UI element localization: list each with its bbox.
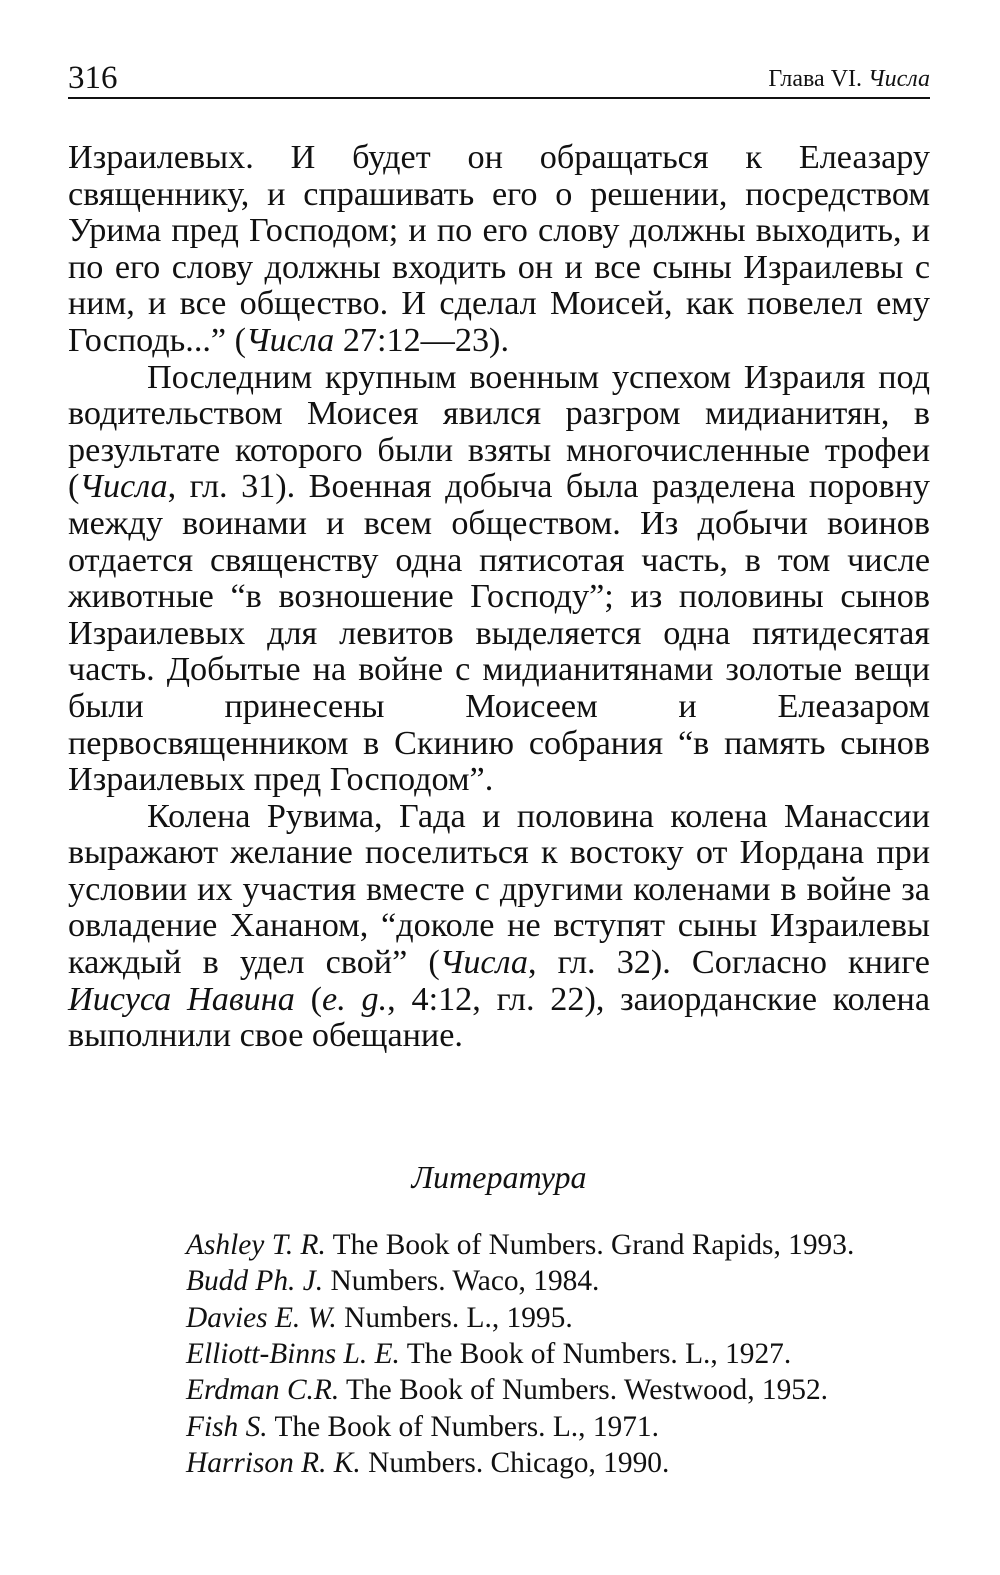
bibliography-entry	[186, 1227, 930, 1263]
bibliography-entry	[186, 1263, 930, 1299]
paragraph-segment: , гл. 31). Военная добыча была разделена поровну между воинами и всем обществом. Из добычи воинов отдается священству одна пятисотая часть, в том числе животные “в возношение Господу”; из половины сынов Израилевых для левитов выделяется одна пятидесятая часть. Добытые на войне с мидианитянами золотые вещи были принесены Моисеем и Елеазаром первосвященником в Скинию собрания “в память сынов Израилевых пред Господом”.	[68, 468, 930, 799]
bibliography-work: The Book of Numbers. Westwood, 1952.	[339, 1374, 829, 1407]
paragraph-segment: Числа	[79, 468, 168, 506]
bibliography-work: The Book of Numbers. L., 1971.	[267, 1410, 659, 1443]
bibliography-author: Budd Ph. J.	[186, 1265, 324, 1298]
paragraph-2	[68, 360, 930, 799]
paragraph-3	[68, 799, 930, 1055]
paragraph-segment: , 4:12, гл. 22), заиорданские колена выполнили свое обещание.	[68, 980, 931, 1055]
chapter-title	[768, 64, 930, 94]
bibliography-author: Fish S.	[186, 1410, 268, 1443]
paragraph-segment: Колена Рувима, Гада и половина колена Манассии выражают желание поселиться к востоку от Иордана при условии их участия вместе с другими коленами в войне за овладение Хананом, “доколе не вступят сыны Израилевы каждый в удел свой” (	[68, 797, 930, 982]
bibliography-author: Erdman C.R.	[186, 1374, 340, 1407]
chapter-name: Числа	[868, 66, 930, 92]
bibliography-entry	[186, 1445, 930, 1481]
bibliography-author: Elliott-Binns L. E.	[186, 1338, 400, 1371]
paragraph-segment: Последним крупным военным успехом Израиля под водительством Моисея явился разгром мидианитян, в результате которого были взяты многочисленные трофеи (	[68, 358, 930, 506]
paragraph-segment: Иисуса Навина	[68, 980, 295, 1018]
bibliography-entry	[186, 1336, 930, 1372]
body-text	[68, 140, 930, 1055]
bibliography-work: The Book of Numbers. Grand Rapids, 1993.	[325, 1228, 855, 1261]
paragraph-segment: Израилевых. И будет он обращаться к Елеазару священнику, и спрашивать его о решении, посредством Урима пред Господом; и по его слову должны выходить, и по его слову должны входить он и все сыны Израилевы с ним, и все общество. И сделал Моисей, как повелел ему Господь...” (	[68, 139, 930, 359]
bibliography-entry	[186, 1372, 930, 1408]
bibliography-work: Numbers. Waco, 1984.	[323, 1265, 600, 1298]
header-rule	[68, 97, 930, 99]
bibliography-entry	[186, 1409, 930, 1445]
paragraph-segment: , гл. 32). Согласно книге	[528, 944, 930, 982]
paragraph-segment: 27:12—23).	[334, 321, 509, 359]
paragraph-segment: Числа	[246, 321, 335, 359]
bibliography-entry	[186, 1300, 930, 1336]
bibliography-author: Ashley T. R.	[186, 1228, 326, 1261]
paragraph-segment: e. g.	[322, 980, 388, 1018]
paragraph-1	[68, 140, 930, 360]
chapter-prefix: Глава VI.	[768, 66, 869, 92]
paragraph-segment: (	[294, 980, 323, 1018]
running-head	[68, 0, 930, 100]
bibliography-author: Davies E. W.	[186, 1301, 337, 1334]
literature-heading: Литература	[411, 1158, 587, 1195]
bibliography-work: The Book of Numbers. L., 1927.	[399, 1338, 792, 1371]
bibliography-work: Numbers. L., 1995.	[336, 1301, 573, 1334]
book-page	[68, 0, 930, 1482]
page-number: 316	[68, 60, 118, 96]
bibliography-work: Numbers. Chicago, 1990.	[360, 1447, 670, 1480]
paragraph-segment: Числа	[439, 944, 529, 982]
bibliography-list	[186, 1227, 930, 1482]
bibliography-author: Harrison R. K.	[186, 1447, 361, 1480]
